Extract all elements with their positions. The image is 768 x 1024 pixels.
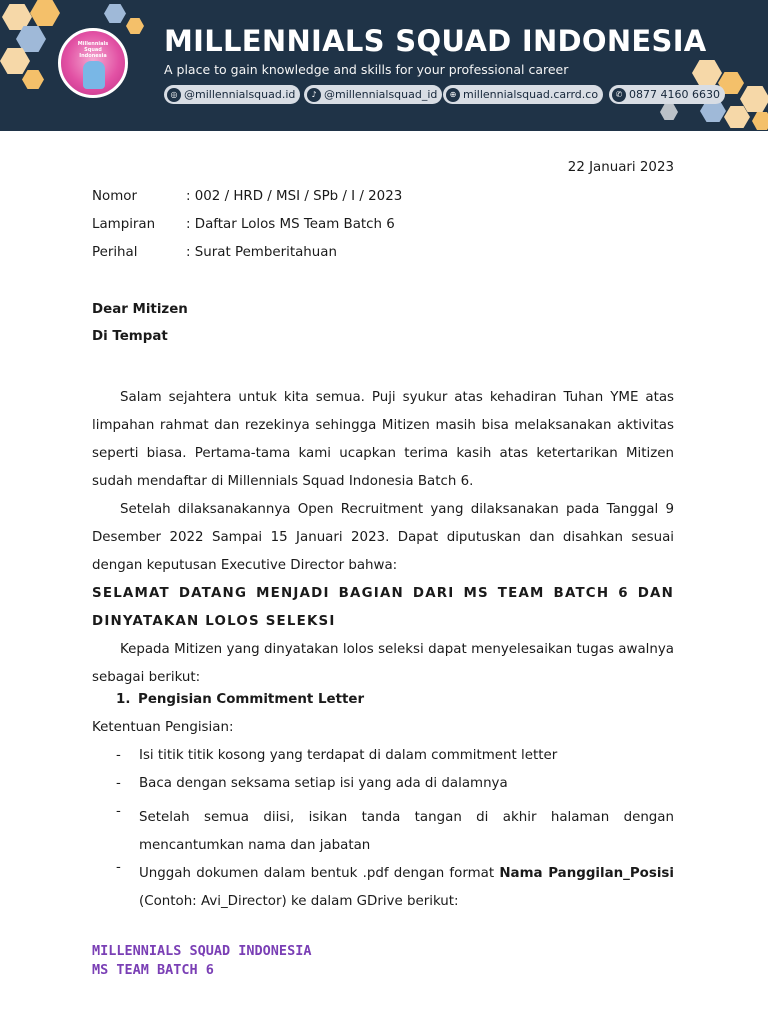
bullet-item: Baca dengan seksama setiap isi yang ada di dalamnya bbox=[139, 776, 508, 791]
meta-label-nomor: Nomor bbox=[92, 189, 137, 204]
bullet-upload-text: Unggah dokumen dalam bentuk .pdf dengan format bbox=[139, 866, 495, 881]
paragraph-greeting: Salam sejahtera untuk kita semua. Puji syukur atas kehadiran Tuhan YME atas limpahan rahmat dan rezekinya sehingga Mitizen masih bisa melaksanakan aktivitas seperti biasa. Pertama-tama kami ucapkan terima kasih atas ketertarikan Mitizen sudah mendaftar di Millennials Squad Indonesia Batch 6. bbox=[92, 390, 674, 489]
instagram-icon: ◎ bbox=[167, 88, 181, 102]
meta-value-nomor: : 002 / HRD / MSI / SPb / I / 2023 bbox=[186, 189, 403, 204]
bullet-item-upload bbox=[139, 860, 674, 916]
contact-phone-text: 0877 4160 6630 bbox=[629, 88, 720, 101]
hex-decoration bbox=[22, 70, 44, 89]
contact-phone[interactable] bbox=[609, 85, 725, 104]
header-banner bbox=[0, 0, 768, 131]
announcement-heading: SELAMAT DATANG MENJADI BAGIAN DARI MS TEAM BATCH 6 DAN DINYATAKAN LOLOS SELEKSI bbox=[92, 586, 674, 629]
contact-instagram[interactable] bbox=[164, 85, 300, 104]
hex-decoration bbox=[752, 112, 768, 130]
contact-instagram-text: @millennialsquad.id bbox=[184, 88, 296, 101]
bullet-marker: - bbox=[116, 776, 121, 791]
section-title: Pengisian Commitment Letter bbox=[138, 692, 365, 707]
contact-website-text: millennialsquad.carrd.co bbox=[463, 88, 599, 101]
rules-title: Ketentuan Pengisian: bbox=[92, 720, 234, 735]
globe-icon: ⊕ bbox=[446, 88, 460, 102]
letter-date: 22 Januari 2023 bbox=[567, 160, 674, 175]
hex-decoration bbox=[660, 104, 678, 120]
contact-tiktok-text: @millennialsquad_id bbox=[324, 88, 438, 101]
section-number: 1. bbox=[116, 692, 131, 707]
contact-tiktok[interactable] bbox=[304, 85, 442, 104]
logo-text: Millennials Squad Indonesia bbox=[77, 41, 109, 59]
banner-title: MILLENNIALS SQUAD INDONESIA bbox=[164, 24, 707, 58]
recipient-greeting: Dear Mitizen bbox=[92, 302, 188, 317]
tiktok-icon: ♪ bbox=[307, 88, 321, 102]
bullet-upload-format: Nama Panggilan_Posisi bbox=[499, 866, 674, 881]
paragraph-tasks: Kepada Mitizen yang dinyatakan lolos seleksi dapat menyelesaikan tugas awalnya sebagai berikut: bbox=[92, 642, 674, 685]
hex-decoration bbox=[692, 60, 722, 86]
hex-decoration bbox=[30, 0, 60, 26]
paragraph-recruitment: Setelah dilaksanakannya Open Recruitment yang dilaksanakan pada Tanggal 9 Desember 2022 Sampai 15 Januari 2023. Dapat diputuskan dan disahkan sesuai dengan keputusan Executive Director bahwa: bbox=[92, 502, 674, 573]
meta-value-lampiran: : Daftar Lolos MS Team Batch 6 bbox=[186, 217, 395, 232]
contact-website[interactable] bbox=[443, 85, 603, 104]
meta-value-perihal: : Surat Pemberitahuan bbox=[186, 245, 337, 260]
footer-org: MILLENNIALS SQUAD INDONESIA bbox=[92, 943, 312, 959]
meta-label-perihal: Perihal bbox=[92, 245, 138, 260]
brand-logo bbox=[58, 28, 128, 98]
bullet-item: Isi titik titik kosong yang terdapat di dalam commitment letter bbox=[139, 748, 558, 763]
logo-mascot bbox=[83, 61, 105, 89]
bullet-marker: - bbox=[116, 860, 121, 875]
phone-icon: ✆ bbox=[612, 88, 626, 102]
bullet-item: Setelah semua diisi, isikan tanda tangan di akhir halaman dengan mencantumkan nama dan jabatan bbox=[139, 810, 674, 853]
bullet-marker: - bbox=[116, 748, 121, 763]
recipient-location: Di Tempat bbox=[92, 329, 168, 344]
footer-team: MS TEAM BATCH 6 bbox=[92, 962, 214, 978]
banner-subtitle: A place to gain knowledge and skills for your professional career bbox=[164, 62, 569, 77]
bullet-upload-example: (Contoh: Avi_Director) ke dalam GDrive berikut: bbox=[139, 894, 459, 909]
hex-decoration bbox=[104, 4, 126, 23]
meta-label-lampiran: Lampiran bbox=[92, 217, 156, 232]
bullet-marker: - bbox=[116, 804, 121, 819]
hex-decoration bbox=[126, 18, 144, 34]
